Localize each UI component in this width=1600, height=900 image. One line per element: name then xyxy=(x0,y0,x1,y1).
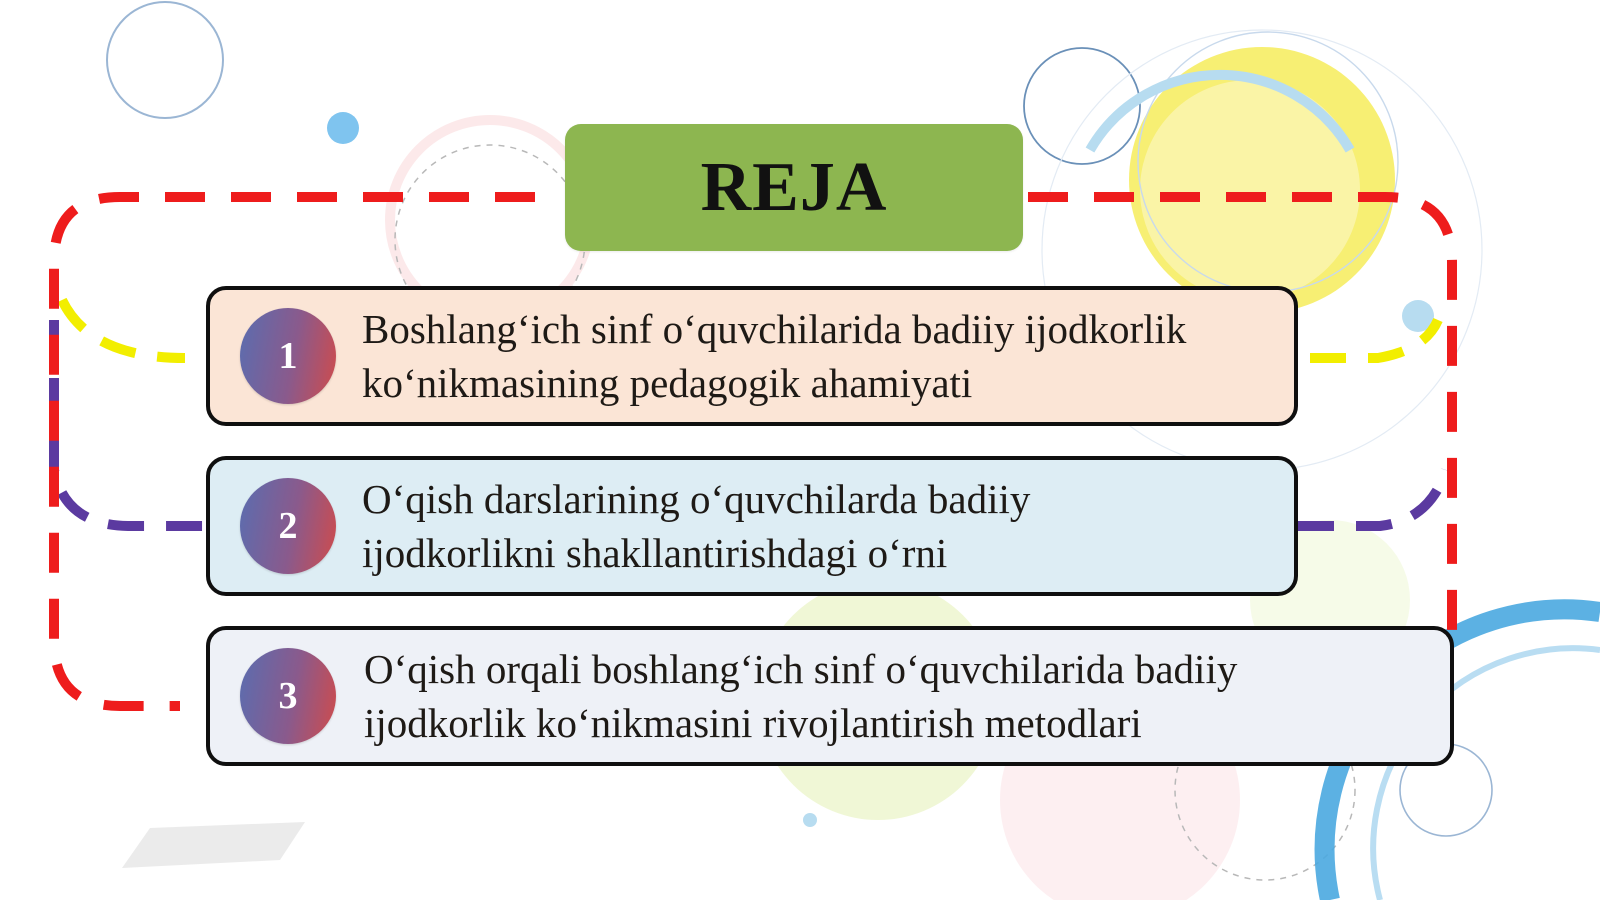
item-text-line: ijodkorlikni shakllantirishdagi o‘rni xyxy=(362,530,948,576)
slide-title: REJA xyxy=(700,148,888,226)
number-badge xyxy=(240,648,336,744)
item-text xyxy=(362,472,1270,580)
plan-item-2 xyxy=(206,456,1298,596)
number-badge xyxy=(240,478,336,574)
item-text-line: O‘qish darslarining o‘quvchilarda badiiy xyxy=(362,476,1031,522)
number-badge xyxy=(240,308,336,404)
item-number: 3 xyxy=(278,675,298,717)
title-banner xyxy=(565,124,1023,251)
plan-item-3 xyxy=(206,626,1454,766)
plan-item-1 xyxy=(206,286,1298,426)
item-number: 2 xyxy=(278,505,298,547)
grey-shape xyxy=(122,822,305,868)
item-text-line: O‘qish orqali boshlang‘ich sinf o‘quvchilarida badiiy xyxy=(364,646,1238,692)
item-text-line: ijodkorlik ko‘nikmasini rivojlantirish metodlari xyxy=(364,700,1142,746)
item-text-line: ko‘nikmasining pedagogik ahamiyati xyxy=(362,360,973,406)
blue-dot xyxy=(327,112,359,144)
outline-circle xyxy=(107,2,223,118)
item-text xyxy=(364,642,1426,750)
item-text xyxy=(362,302,1270,410)
blue-dot xyxy=(803,813,817,827)
item-text-line: Boshlang‘ich sinf o‘quvchilarida badiiy ijodkorlik xyxy=(362,306,1187,352)
item-number: 1 xyxy=(278,335,298,377)
